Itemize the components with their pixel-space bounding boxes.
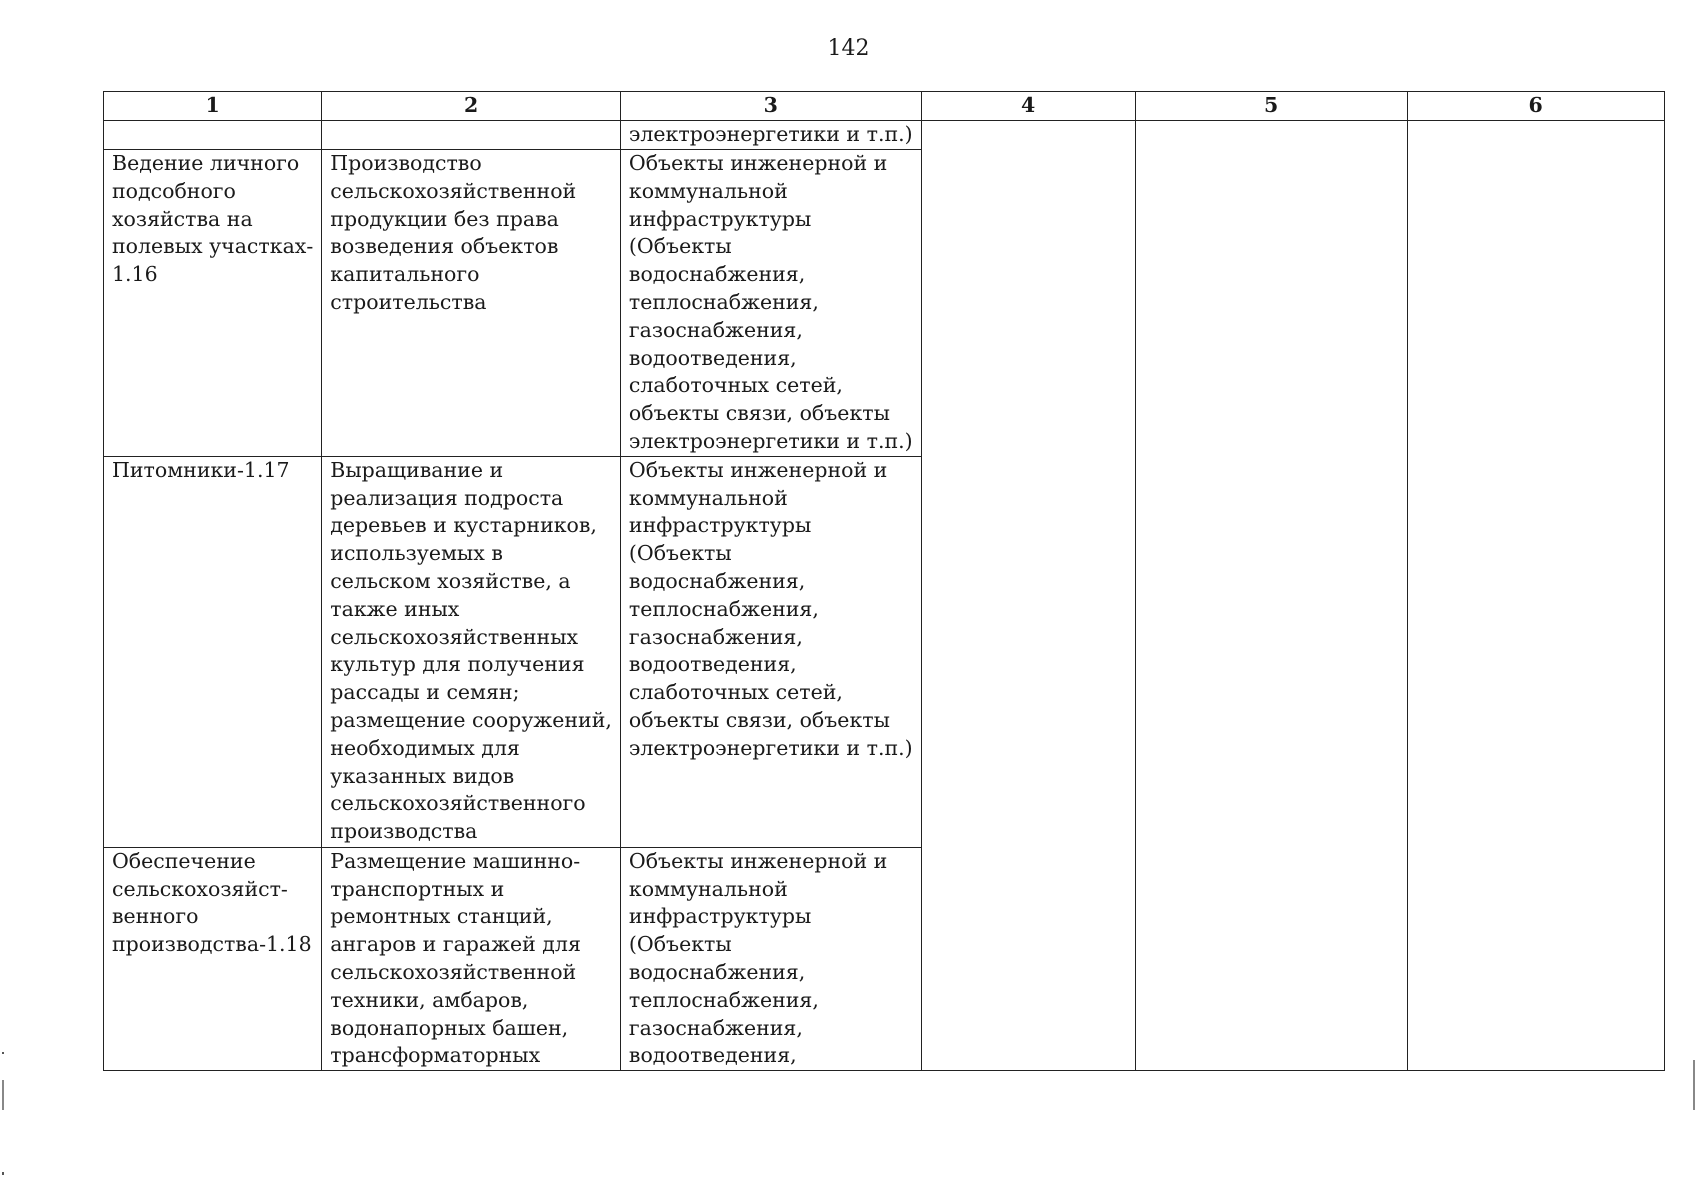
text-line: культур для получения xyxy=(330,652,585,677)
text-line: водонапорных башен, xyxy=(330,1015,569,1040)
text-line: размещение сооружений, xyxy=(330,707,612,732)
text-line: Производство xyxy=(330,151,482,175)
text-line: Объекты инженерной и xyxy=(628,457,888,482)
text-line: подсобного xyxy=(112,178,236,203)
text-line: трансформаторных xyxy=(330,1043,541,1068)
cell-auxiliary-uses xyxy=(620,847,921,1070)
cell-empty-col6 xyxy=(1407,150,1664,457)
text-line: ремонтных станций, xyxy=(330,904,553,929)
cell-description xyxy=(322,150,621,457)
header-col-3: 3 xyxy=(620,92,921,121)
cell-empty-col5 xyxy=(1135,456,1407,847)
cell-empty-col4 xyxy=(921,847,1135,1070)
text-line: газоснабжения, xyxy=(628,1015,803,1040)
text-line: коммунальной xyxy=(628,178,788,203)
scan-margin-mark xyxy=(2,1172,4,1175)
cell-description xyxy=(322,847,621,1070)
cell-description xyxy=(322,456,621,847)
text-line: теплоснабжения, xyxy=(628,289,819,314)
cell-auxiliary-uses xyxy=(620,456,921,847)
text-line: инфраструктуры xyxy=(628,904,812,929)
text-line: (Объекты xyxy=(628,234,732,259)
cell-activity-type xyxy=(104,150,322,457)
cell-activity-type xyxy=(104,456,322,847)
cell-cont-col3: электроэнергетики и т.п.) xyxy=(620,121,921,150)
text-line: транспортных и xyxy=(330,876,505,901)
header-col-6: 6 xyxy=(1407,92,1664,121)
table-row xyxy=(104,847,1665,1070)
text-line: объекты связи, объекты xyxy=(628,401,890,426)
cell-empty-col6 xyxy=(1407,121,1664,150)
text-line: коммунальной xyxy=(628,485,788,510)
text-line: производства xyxy=(330,819,478,844)
text-line: слаботочных сетей, xyxy=(628,680,843,705)
text-line: строительства xyxy=(330,289,487,314)
text-line: теплоснабжения, xyxy=(628,987,819,1012)
text-line: Питомники-1.17 xyxy=(112,457,290,482)
text-line: Выращивание и xyxy=(330,457,504,482)
text-line: деревьев и кустарников, xyxy=(330,513,597,538)
cell-empty-col4 xyxy=(921,456,1135,847)
text-line: электроэнергетики и т.п.) xyxy=(628,428,913,453)
text-line: также иных xyxy=(330,596,460,621)
text-line: Ведение личного xyxy=(112,151,300,175)
cell-empty-col4 xyxy=(921,150,1135,457)
text-line: (Объекты xyxy=(628,541,732,566)
text-line: объекты связи, объекты xyxy=(628,707,890,732)
text-line: теплоснабжения, xyxy=(628,596,819,621)
scan-margin-mark xyxy=(2,1052,4,1054)
cell-cont-col1 xyxy=(104,121,322,150)
text-line: сельскохозяйственного xyxy=(330,791,586,816)
header-col-5: 5 xyxy=(1135,92,1407,121)
text-line: водоснабжения, xyxy=(628,262,806,287)
text-line: рассады и семян; xyxy=(330,680,520,705)
text-line: коммунальной xyxy=(628,876,788,901)
text-line: сельскохозяйственной xyxy=(330,959,577,984)
text-line: водоотведения, xyxy=(628,1043,797,1068)
text-line: используемых в xyxy=(330,541,503,566)
header-col-1: 1 xyxy=(104,92,322,121)
header-col-4: 4 xyxy=(921,92,1135,121)
text-line: Объекты инженерной и xyxy=(628,151,888,175)
cell-empty-col5 xyxy=(1135,150,1407,457)
text-line: электроэнергетики и т.п.) xyxy=(628,735,913,760)
zoning-table xyxy=(103,91,1665,1071)
text-line: необходимых для xyxy=(330,735,520,760)
header-col-2: 2 xyxy=(322,92,621,121)
cell-empty-col4 xyxy=(921,121,1135,150)
cell-activity-type xyxy=(104,847,322,1070)
text-line: сельскохозяйственной xyxy=(330,178,577,203)
text-line: газоснабжения, xyxy=(628,624,803,649)
text-line: водоотведения, xyxy=(628,345,797,370)
text-line: Обеспечение xyxy=(112,848,256,873)
page-number: 142 xyxy=(827,36,870,61)
table-header-row xyxy=(104,92,1665,121)
text-line: водоснабжения, xyxy=(628,568,806,593)
cell-auxiliary-uses xyxy=(620,150,921,457)
text-line: Объекты инженерной и xyxy=(628,848,888,873)
table-row xyxy=(104,150,1665,457)
text-line: инфраструктуры xyxy=(628,206,812,231)
text-line: Размещение машинно- xyxy=(330,848,581,873)
text-line: техники, амбаров, xyxy=(330,987,529,1012)
text-line: сельскохозяйственных xyxy=(330,624,579,649)
cell-empty-col6 xyxy=(1407,847,1664,1070)
text-line: 1.16 xyxy=(112,262,158,287)
text-line: полевых участках- xyxy=(112,234,314,259)
text-line: инфраструктуры xyxy=(628,513,812,538)
text-line: возведения объектов xyxy=(330,234,559,259)
cell-empty-col6 xyxy=(1407,456,1664,847)
text-line: (Объекты xyxy=(628,932,732,957)
scan-margin-mark xyxy=(2,1080,4,1110)
cell-empty-col5 xyxy=(1135,121,1407,150)
text-line: хозяйства на xyxy=(112,206,253,231)
text-line: слаботочных сетей, xyxy=(628,373,843,398)
text-line: ангаров и гаражей для xyxy=(330,932,581,957)
text-line: указанных видов xyxy=(330,763,515,788)
text-line: водоотведения, xyxy=(628,652,797,677)
text-line: сельском хозяйстве, а xyxy=(330,568,571,593)
text-line: реализация подроста xyxy=(330,485,564,510)
table-row xyxy=(104,456,1665,847)
cell-empty-col5 xyxy=(1135,847,1407,1070)
table-row-continuation xyxy=(104,121,1665,150)
text-line: продукции без права xyxy=(330,206,559,231)
text-line: сельскохозяйст- xyxy=(112,876,288,901)
text-line: венного xyxy=(112,904,199,929)
text-line: производства-1.18 xyxy=(112,932,312,957)
text-line: газоснабжения, xyxy=(628,317,803,342)
cell-cont-col2 xyxy=(322,121,621,150)
text-line: водоснабжения, xyxy=(628,959,806,984)
scan-margin-mark xyxy=(1693,1060,1695,1110)
text-line: капитального xyxy=(330,262,480,287)
